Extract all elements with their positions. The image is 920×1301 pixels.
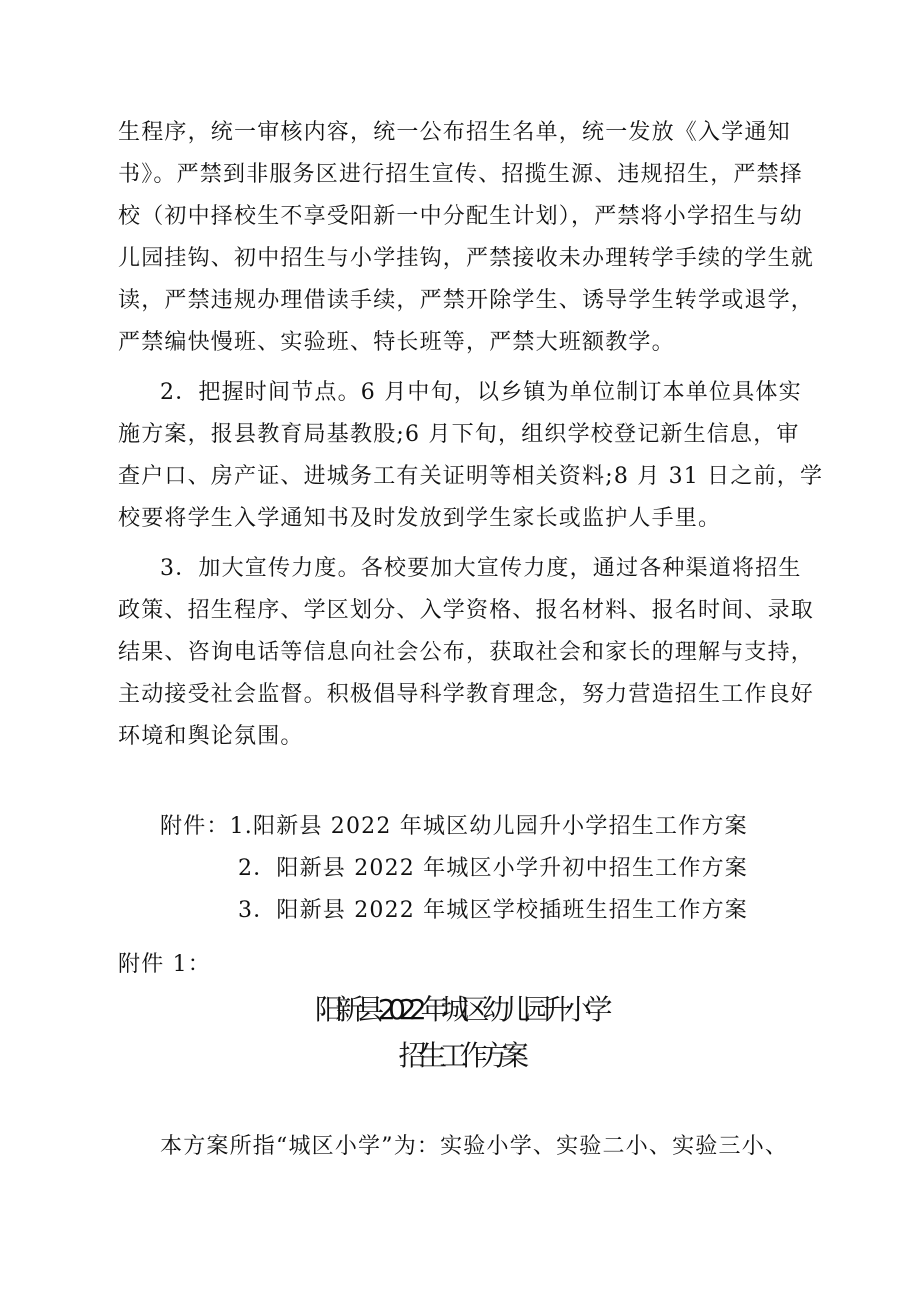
body-line-9: 查户口、房产证、进城务工有关证明等相关资料;8 月 31 日之前，学 xyxy=(118,464,824,489)
body-line-15: 环境和舆论氛围。 xyxy=(118,724,304,749)
body-line-5: 读，严禁违规办理借读手续，严禁开除学生、诱导学生转学或退学， xyxy=(118,288,815,313)
document-title-line-1: 阳新县 2022 年城区幼儿园升小学 xyxy=(314,993,606,1026)
body-line-1: 生程序，统一审核内容，统一公布招生名单，统一发放《入学通知 xyxy=(118,120,791,145)
body-line-11: 3．加大宣传力度。各校要加大宣传力度，通过各种渠道将招生 xyxy=(160,556,802,581)
document-title-line-2: 招生工作方案 xyxy=(398,1039,522,1072)
body-line-8: 施方案，报县教育局基教股;6 月下旬，组织学校登记新生信息，审 xyxy=(118,422,800,447)
body-line-10: 校要将学生入学通知书及时发放到学生家长或监护人手里。 xyxy=(118,506,722,531)
attachment-item-1: 附件：1.阳新县 2022 年城区幼儿园升小学招生工作方案 xyxy=(160,814,748,839)
body-line-3: 校（初中择校生不享受阳新一中分配生计划），严禁将小学招生与幼 xyxy=(118,204,804,229)
body-line-7: 2．把握时间节点。6 月中旬，以乡镇为单位制订本单位具体实 xyxy=(160,380,802,405)
appendix-label: 附件 1： xyxy=(118,952,211,977)
body-line-12: 政策、招生程序、学区划分、入学资格、报名材料、报名时间、录取 xyxy=(118,598,815,623)
body-line-6: 严禁编快慢班、实验班、特长班等，严禁大班额教学。 xyxy=(118,330,675,355)
body-line-2: 书》。严禁到非服务区进行招生宣传、招揽生源、违规招生，严禁择 xyxy=(118,162,804,187)
body-line-14: 主动接受社会监督。积极倡导科学教育理念，努力营造招生工作良好 xyxy=(118,682,815,707)
attachment-item-2: 2．阳新县 2022 年城区小学升初中招生工作方案 xyxy=(238,856,748,881)
body-line-13: 结果、咨询电话等信息向社会公布，获取社会和家长的理解与支持， xyxy=(118,640,815,665)
intro-line: 本方案所指“城区小学”为：实验小学、实验二小、实验三小、 xyxy=(160,1134,789,1159)
attachment-item-3: 3．阳新县 2022 年城区学校插班生招生工作方案 xyxy=(238,898,748,923)
body-line-4: 儿园挂钩、初中招生与小学挂钩，严禁接收未办理转学手续的学生就 xyxy=(118,246,815,271)
